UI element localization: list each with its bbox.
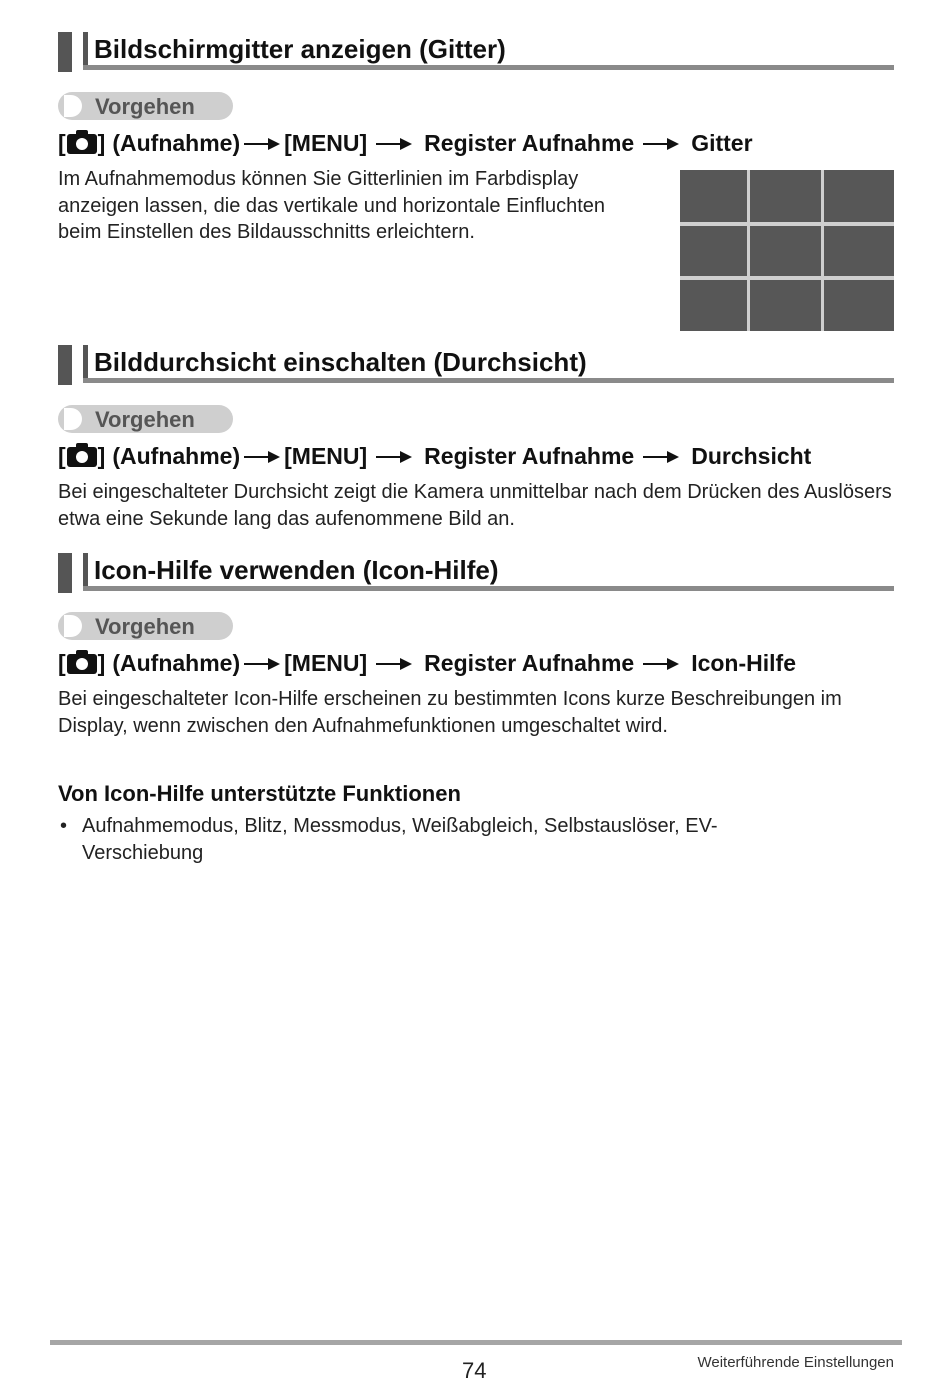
section-heading	[58, 30, 894, 72]
arrow-right-icon	[244, 137, 280, 151]
bracket-close: ]	[97, 130, 106, 156]
footer-rule	[50, 1340, 902, 1345]
procedure-label-text: Vorgehen	[95, 407, 195, 432]
grid-cell	[750, 226, 821, 276]
path-menu: [MENU]	[284, 130, 368, 156]
section-durchsicht	[58, 343, 894, 385]
arrow-right-icon	[376, 137, 412, 151]
grid-cell	[750, 280, 821, 331]
page-number: 74	[462, 1358, 487, 1380]
camera-icon	[67, 447, 97, 467]
bracket-close: ]	[97, 443, 106, 469]
section-title: Bilddurchsicht einschalten (Durchsicht)	[94, 347, 587, 377]
heading-bar	[83, 32, 88, 67]
procedure-label	[58, 612, 233, 640]
heading-bar	[58, 345, 72, 385]
arrow-right-icon	[376, 657, 412, 671]
grid-cell	[824, 226, 894, 276]
section-title: Icon-Hilfe verwenden (Icon-Hilfe)	[94, 555, 499, 585]
path-register: Register Aufnahme	[424, 130, 635, 156]
bracket-close: ]	[97, 650, 106, 676]
body-text: Bei eingeschalteter Durchsicht zeigt die Kamera unmittelbar nach dem Drücken des Auslösers etwa eine Sekunde lang das aufenommene Bild an.	[58, 481, 892, 530]
grid-cell	[680, 226, 747, 276]
section-heading	[58, 343, 894, 385]
heading-bar	[58, 32, 72, 72]
heading-rule	[83, 378, 894, 383]
arrow-right-icon	[376, 450, 412, 464]
grid-cell	[680, 170, 747, 222]
body-text: Im Aufnahmemodus können Sie Gitterlinien im Farbdisplay anzeigen lassen, die das vertikale und horizontale Einfluchten beim Einstellen des Bildausschnitts erleichtern.	[58, 168, 606, 243]
path-register: Register Aufnahme	[424, 443, 635, 469]
arrow-right-icon	[643, 137, 679, 151]
procedure-label	[58, 405, 233, 433]
path-mode: (Aufnahme)	[112, 650, 241, 676]
section-title: Bildschirmgitter anzeigen (Gitter)	[94, 34, 506, 64]
arrow-right-icon	[643, 657, 679, 671]
path-mode: (Aufnahme)	[112, 130, 241, 156]
path-item: Durchsicht	[691, 443, 812, 469]
grid-illustration	[680, 170, 894, 331]
procedure-label	[58, 92, 233, 120]
camera-icon	[67, 134, 97, 154]
procedure-label-text: Vorgehen	[95, 614, 195, 639]
menu-path	[58, 443, 811, 470]
arrow-right-icon	[244, 657, 280, 671]
section-icon-hilfe	[58, 551, 894, 593]
menu-path	[58, 130, 753, 157]
arrow-right-icon	[643, 450, 679, 464]
path-menu: [MENU]	[284, 650, 368, 676]
path-register: Register Aufnahme	[424, 650, 635, 676]
grid-cell	[750, 170, 821, 222]
grid-cell	[824, 170, 894, 222]
bracket-open: [	[58, 130, 66, 156]
heading-bar	[83, 345, 88, 380]
bracket-open: [	[58, 650, 66, 676]
section-gitter	[58, 30, 894, 72]
chapter-title: Weiterführende Einstellungen	[697, 1354, 894, 1371]
path-item: Icon-Hilfe	[691, 650, 796, 676]
heading-bar	[83, 553, 88, 588]
path-mode: (Aufnahme)	[112, 443, 241, 469]
pill-cap	[64, 615, 82, 637]
heading-bar	[58, 553, 72, 593]
menu-path	[58, 650, 796, 677]
procedure-label-text: Vorgehen	[95, 94, 195, 119]
pill-cap	[64, 95, 82, 117]
arrow-right-icon	[244, 450, 280, 464]
bullet-symbol: •	[60, 815, 68, 837]
heading-rule	[83, 65, 894, 70]
pill-cap	[64, 408, 82, 430]
grid-cell	[680, 280, 747, 331]
bracket-open: [	[58, 443, 66, 469]
body-text: Bei eingeschalteter Icon-Hilfe erscheinen zu bestimmten Icons kurze Beschreibungen im Display, wenn zwischen den Aufnahmefunktionen umgeschaltet wird.	[58, 688, 842, 737]
path-menu: [MENU]	[284, 443, 368, 469]
supported-heading: Von Icon-Hilfe unterstützte Funktionen	[58, 781, 461, 806]
grid-cell	[824, 280, 894, 331]
heading-rule	[83, 586, 894, 591]
camera-icon	[67, 654, 97, 674]
section-heading	[58, 551, 894, 593]
path-item: Gitter	[691, 130, 753, 156]
list-item-text: Aufnahmemodus, Blitz, Messmodus, Weißabgleich, Selbstauslöser, EV-Verschiebung	[82, 815, 718, 864]
